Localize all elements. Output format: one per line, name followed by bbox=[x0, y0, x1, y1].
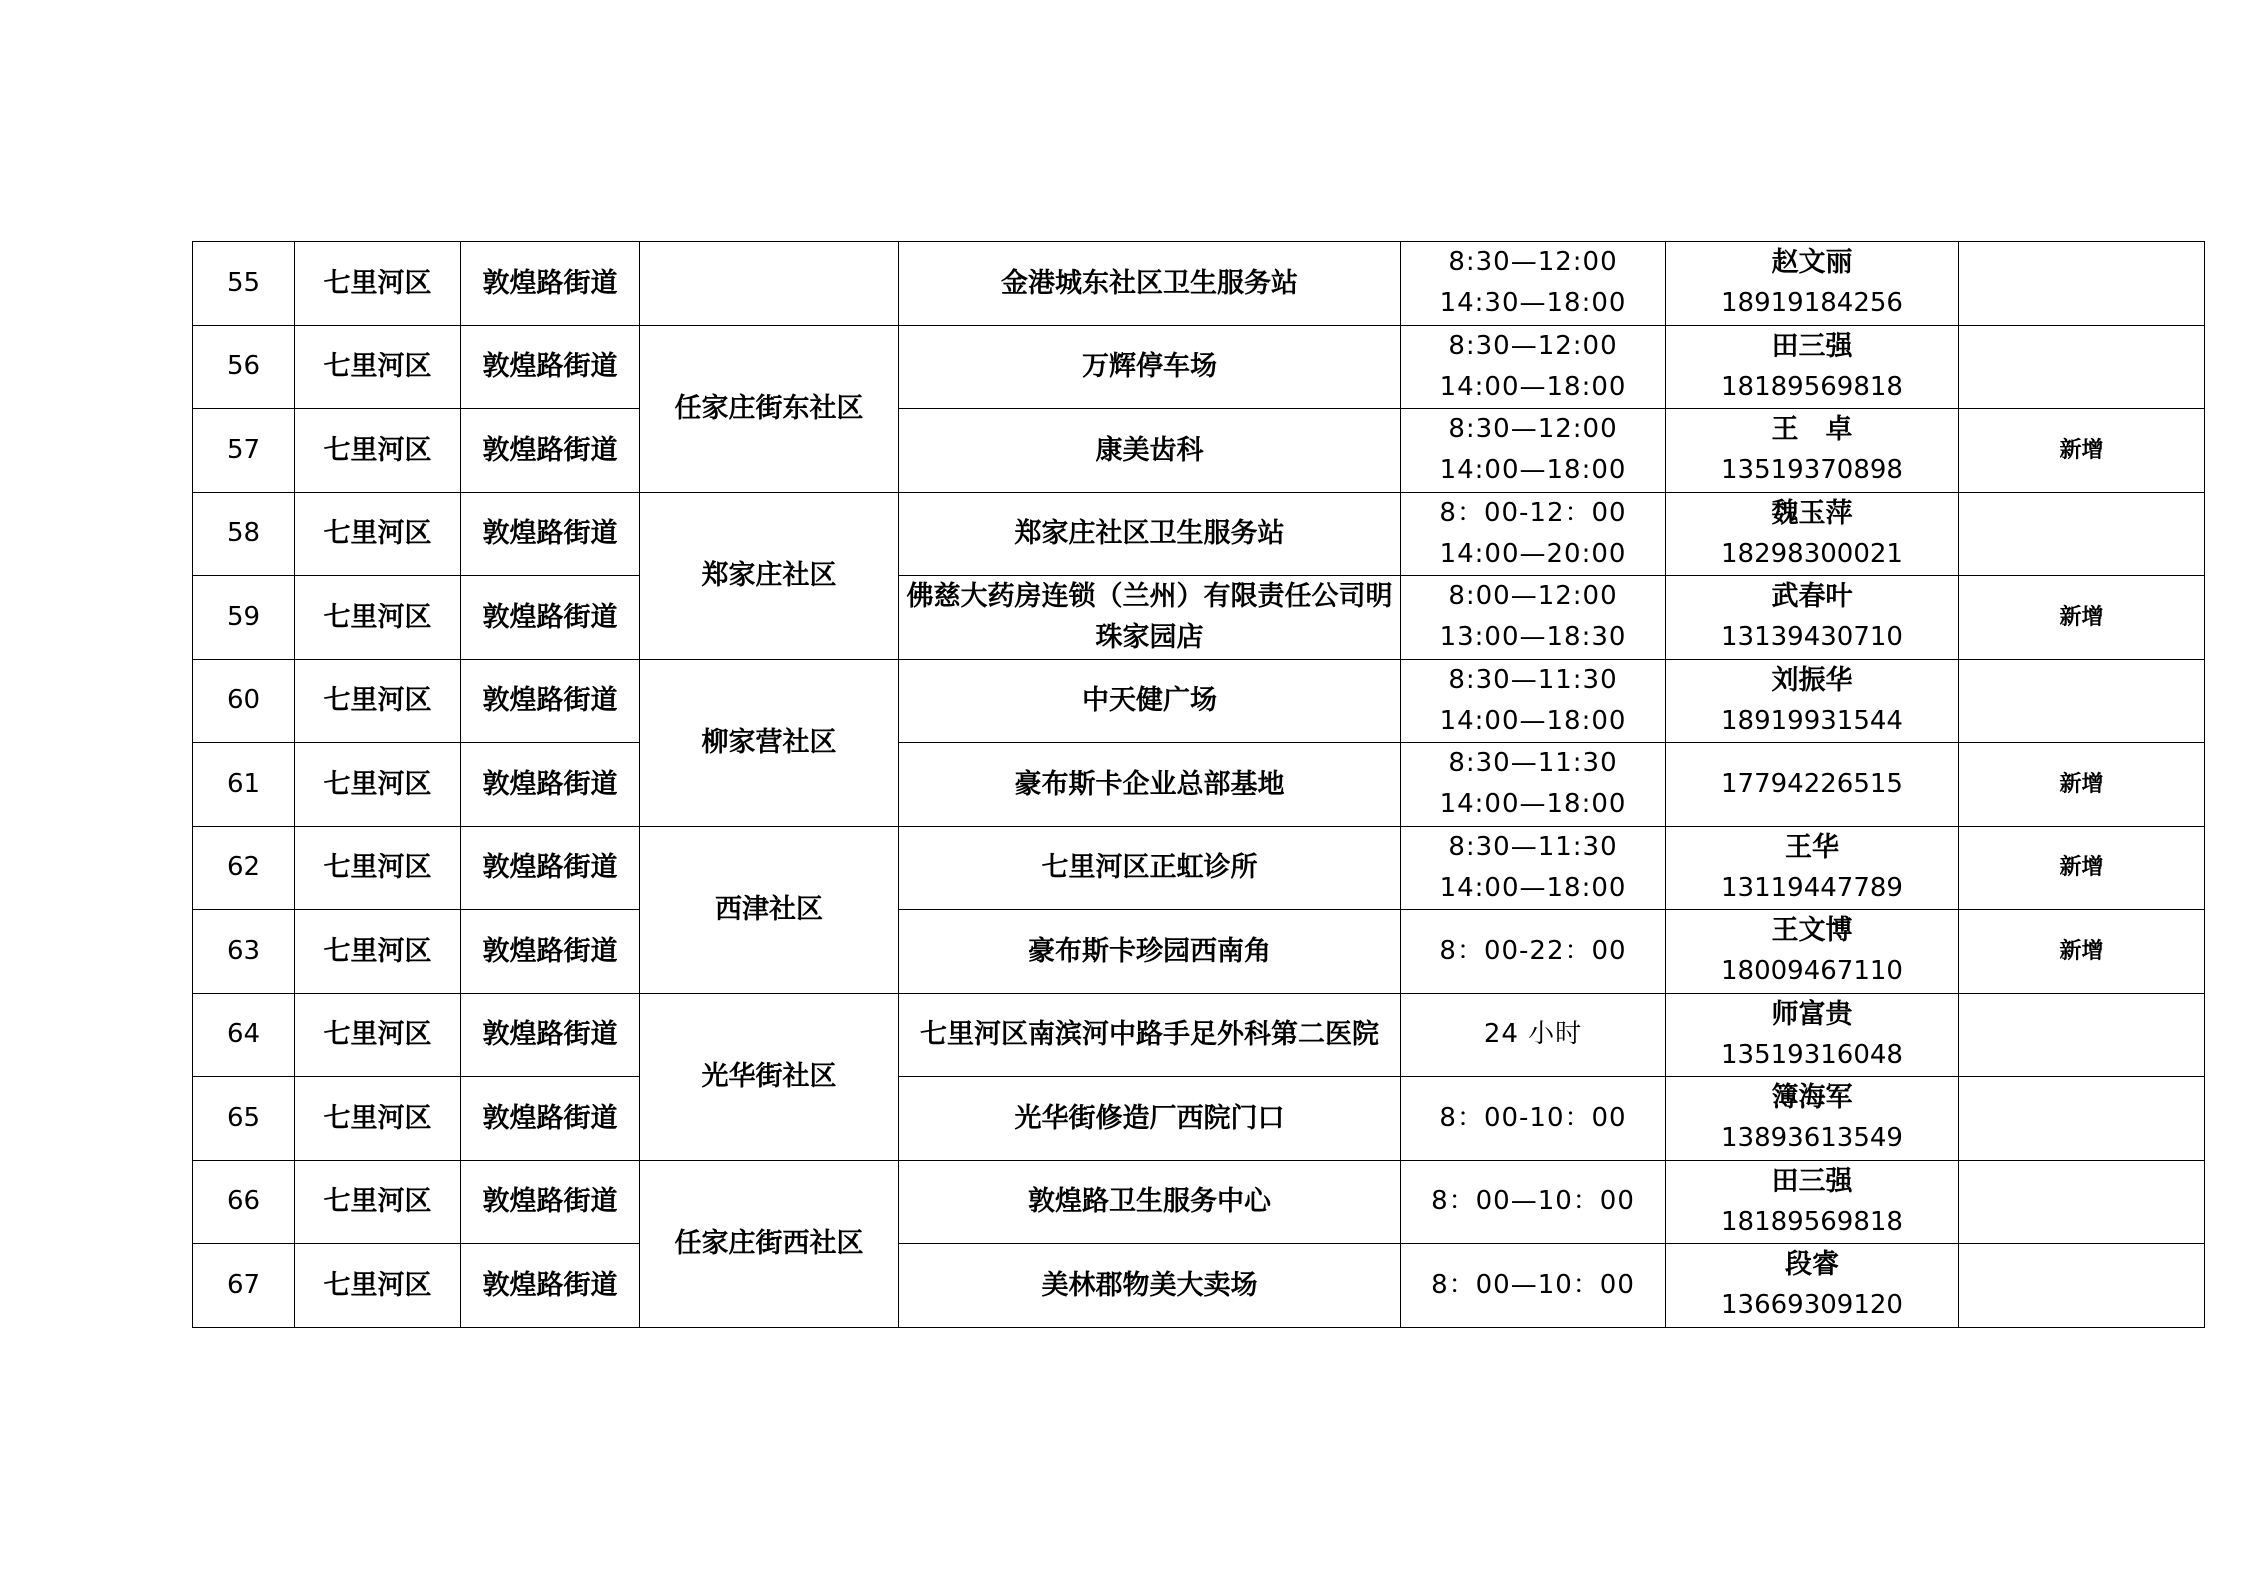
row-number: 65 bbox=[193, 1077, 295, 1161]
service-hours-line-1: 8:00—12:00 bbox=[1448, 581, 1618, 612]
contact-cell bbox=[1666, 1077, 1959, 1161]
contact-name: 簿海军 bbox=[1771, 1082, 1853, 1114]
service-hours-line-1: 8:30—11:30 bbox=[1448, 748, 1618, 779]
service-hours-line-1: 8:30—12:00 bbox=[1448, 414, 1618, 445]
row-number: 61 bbox=[193, 743, 295, 827]
contact-cell bbox=[1666, 242, 1959, 326]
community-cell: 光华街社区 bbox=[640, 993, 899, 1160]
service-hours-cell bbox=[1401, 242, 1666, 326]
contact-phone: 13119447789 bbox=[1721, 872, 1903, 903]
site-name-cell: 豪布斯卡企业总部基地 bbox=[899, 743, 1401, 827]
contact-cell bbox=[1666, 1244, 1959, 1328]
site-name-cell: 豪布斯卡珍园西南角 bbox=[899, 910, 1401, 994]
district-cell: 七里河区 bbox=[295, 325, 461, 409]
row-number: 67 bbox=[193, 1244, 295, 1328]
contact-phone: 18919931544 bbox=[1721, 705, 1903, 736]
site-name-cell: 美林郡物美大卖场 bbox=[899, 1244, 1401, 1328]
site-name-cell: 金港城东社区卫生服务站 bbox=[899, 242, 1401, 326]
district-cell: 七里河区 bbox=[295, 492, 461, 576]
note-cell: 新增 bbox=[1959, 409, 2205, 493]
district-cell: 七里河区 bbox=[295, 910, 461, 994]
street-cell: 敦煌路街道 bbox=[461, 1160, 640, 1244]
community-cell: 任家庄街东社区 bbox=[640, 325, 899, 492]
service-hours-line-2: 14:00—18:00 bbox=[1439, 705, 1627, 736]
contact-cell bbox=[1666, 910, 1959, 994]
table-row bbox=[193, 993, 2205, 1077]
table-row bbox=[193, 1160, 2205, 1244]
contact-name: 段睿 bbox=[1785, 1249, 1839, 1281]
service-hours-cell bbox=[1401, 325, 1666, 409]
note-cell: 新增 bbox=[1959, 826, 2205, 910]
service-hours-cell bbox=[1401, 743, 1666, 827]
service-hours-line-2: 14:00—18:00 bbox=[1439, 371, 1627, 402]
contact-phone: 18009467110 bbox=[1721, 956, 1903, 987]
district-cell: 七里河区 bbox=[295, 1244, 461, 1328]
service-hours-line-1: 8:30—12:00 bbox=[1448, 330, 1618, 361]
street-cell: 敦煌路街道 bbox=[461, 993, 640, 1077]
note-cell bbox=[1959, 325, 2205, 409]
contact-name: 赵文丽 bbox=[1771, 247, 1853, 279]
community-cell: 西津社区 bbox=[640, 826, 899, 993]
site-name-cell: 佛慈大药房连锁（兰州）有限责任公司明珠家园店 bbox=[899, 576, 1401, 660]
street-cell: 敦煌路街道 bbox=[461, 492, 640, 576]
row-number: 59 bbox=[193, 576, 295, 660]
contact-phone: 18919184256 bbox=[1721, 288, 1903, 319]
note-cell bbox=[1959, 659, 2205, 743]
note-cell: 新增 bbox=[1959, 743, 2205, 827]
contact-phone: 13519370898 bbox=[1721, 455, 1903, 486]
sampling-sites-table bbox=[192, 241, 2205, 1328]
service-hours-cell bbox=[1401, 576, 1666, 660]
site-name-cell: 敦煌路卫生服务中心 bbox=[899, 1160, 1401, 1244]
table-row bbox=[193, 1077, 2205, 1161]
service-hours-cell bbox=[1401, 1077, 1666, 1161]
street-cell: 敦煌路街道 bbox=[461, 1244, 640, 1328]
contact-cell bbox=[1666, 325, 1959, 409]
site-name-cell: 中天健广场 bbox=[899, 659, 1401, 743]
service-hours-line-1: 8：00-22：00 bbox=[1439, 935, 1627, 966]
note-cell: 新增 bbox=[1959, 576, 2205, 660]
contact-name: 田三强 bbox=[1771, 330, 1853, 362]
contact-name: 王文博 bbox=[1771, 915, 1853, 947]
site-name-cell: 万辉停车场 bbox=[899, 325, 1401, 409]
note-cell bbox=[1959, 993, 2205, 1077]
note-cell bbox=[1959, 492, 2205, 576]
table-row bbox=[193, 492, 2205, 576]
service-hours-cell bbox=[1401, 1160, 1666, 1244]
table-row bbox=[193, 325, 2205, 409]
contact-phone: 13669309120 bbox=[1721, 1290, 1903, 1321]
contact-name: 魏玉萍 bbox=[1771, 497, 1853, 529]
street-cell: 敦煌路街道 bbox=[461, 910, 640, 994]
row-number: 58 bbox=[193, 492, 295, 576]
district-cell: 七里河区 bbox=[295, 743, 461, 827]
note-cell: 新增 bbox=[1959, 910, 2205, 994]
service-hours-line-1: 8：00—10：00 bbox=[1431, 1269, 1635, 1300]
service-hours-line-2: 13:00—18:30 bbox=[1439, 622, 1627, 653]
row-number: 60 bbox=[193, 659, 295, 743]
contact-cell bbox=[1666, 492, 1959, 576]
district-cell: 七里河区 bbox=[295, 1160, 461, 1244]
row-number: 57 bbox=[193, 409, 295, 493]
service-hours-line-2: 14:00—18:00 bbox=[1439, 872, 1627, 903]
district-cell: 七里河区 bbox=[295, 1077, 461, 1161]
community-cell: 任家庄街西社区 bbox=[640, 1160, 899, 1327]
contact-name: 田三强 bbox=[1771, 1165, 1853, 1197]
site-name-cell: 七里河区正虹诊所 bbox=[899, 826, 1401, 910]
contact-cell bbox=[1666, 659, 1959, 743]
note-cell bbox=[1959, 1244, 2205, 1328]
district-cell: 七里河区 bbox=[295, 826, 461, 910]
service-hours-cell bbox=[1401, 409, 1666, 493]
street-cell: 敦煌路街道 bbox=[461, 242, 640, 326]
district-cell: 七里河区 bbox=[295, 409, 461, 493]
service-hours-line-2: 14:00—18:00 bbox=[1439, 455, 1627, 486]
service-hours-line-1: 8:30—11:30 bbox=[1448, 664, 1618, 695]
row-number: 64 bbox=[193, 993, 295, 1077]
service-hours-line-1: 8：00—10：00 bbox=[1431, 1186, 1635, 1217]
service-hours-line-2: 14:00—18:00 bbox=[1439, 789, 1627, 820]
service-hours-line-1: 8:30—11:30 bbox=[1448, 831, 1618, 862]
service-hours-cell bbox=[1401, 659, 1666, 743]
district-cell: 七里河区 bbox=[295, 576, 461, 660]
contact-phone: 13893613549 bbox=[1721, 1123, 1903, 1154]
site-name-cell: 康美齿科 bbox=[899, 409, 1401, 493]
street-cell: 敦煌路街道 bbox=[461, 826, 640, 910]
contact-phone: 18298300021 bbox=[1721, 538, 1903, 569]
service-hours-cell bbox=[1401, 826, 1666, 910]
contact-cell bbox=[1666, 826, 1959, 910]
district-cell: 七里河区 bbox=[295, 659, 461, 743]
service-hours-cell bbox=[1401, 492, 1666, 576]
service-hours-cell bbox=[1401, 1244, 1666, 1328]
table-row bbox=[193, 242, 2205, 326]
row-number: 63 bbox=[193, 910, 295, 994]
service-hours-line-2: 14:30—18:00 bbox=[1439, 288, 1627, 319]
site-name-cell: 七里河区南滨河中路手足外科第二医院 bbox=[899, 993, 1401, 1077]
site-name-cell: 郑家庄社区卫生服务站 bbox=[899, 492, 1401, 576]
street-cell: 敦煌路街道 bbox=[461, 1077, 640, 1161]
note-cell bbox=[1959, 242, 2205, 326]
contact-name: 刘振华 bbox=[1771, 664, 1853, 696]
service-hours-line-1: 8：00-12：00 bbox=[1439, 497, 1627, 528]
table-row bbox=[193, 826, 2205, 910]
community-cell: 郑家庄社区 bbox=[640, 492, 899, 659]
contact-name: 王华 bbox=[1785, 831, 1839, 863]
contact-cell bbox=[1666, 993, 1959, 1077]
contact-phone: 17794226515 bbox=[1721, 768, 1903, 799]
note-cell bbox=[1959, 1077, 2205, 1161]
contact-phone: 13519316048 bbox=[1721, 1039, 1903, 1070]
contact-name: 王 卓 bbox=[1771, 414, 1853, 446]
contact-cell bbox=[1666, 409, 1959, 493]
row-number: 66 bbox=[193, 1160, 295, 1244]
note-cell bbox=[1959, 1160, 2205, 1244]
street-cell: 敦煌路街道 bbox=[461, 325, 640, 409]
contact-phone: 13139430710 bbox=[1721, 622, 1903, 653]
table-row bbox=[193, 409, 2205, 493]
site-name-cell: 光华街修造厂西院门口 bbox=[899, 1077, 1401, 1161]
contact-cell bbox=[1666, 1160, 1959, 1244]
table-row bbox=[193, 910, 2205, 994]
row-number: 55 bbox=[193, 242, 295, 326]
community-cell: 柳家营社区 bbox=[640, 659, 899, 826]
contact-name: 师富贵 bbox=[1771, 998, 1853, 1030]
service-hours-line-1: 8:30—12:00 bbox=[1448, 247, 1618, 278]
contact-phone: 18189569818 bbox=[1721, 371, 1903, 402]
district-cell: 七里河区 bbox=[295, 993, 461, 1077]
service-hours-cell bbox=[1401, 993, 1666, 1077]
table-body bbox=[193, 242, 2205, 1328]
street-cell: 敦煌路街道 bbox=[461, 743, 640, 827]
street-cell: 敦煌路街道 bbox=[461, 576, 640, 660]
table-row bbox=[193, 576, 2205, 660]
table-row bbox=[193, 1244, 2205, 1328]
contact-phone: 18189569818 bbox=[1721, 1206, 1903, 1237]
table-row bbox=[193, 743, 2205, 827]
service-hours-line-1: 8：00-10：00 bbox=[1439, 1102, 1627, 1133]
row-number: 62 bbox=[193, 826, 295, 910]
table-row bbox=[193, 659, 2205, 743]
contact-cell bbox=[1666, 743, 1959, 827]
contact-cell bbox=[1666, 576, 1959, 660]
street-cell: 敦煌路街道 bbox=[461, 409, 640, 493]
contact-name: 武春叶 bbox=[1771, 581, 1853, 613]
district-cell: 七里河区 bbox=[295, 242, 461, 326]
service-hours-line-1: 24 小时 bbox=[1483, 1019, 1583, 1050]
service-hours-line-2: 14:00—20:00 bbox=[1439, 538, 1627, 569]
row-number: 56 bbox=[193, 325, 295, 409]
community-cell bbox=[640, 242, 899, 326]
street-cell: 敦煌路街道 bbox=[461, 659, 640, 743]
service-hours-cell bbox=[1401, 910, 1666, 994]
